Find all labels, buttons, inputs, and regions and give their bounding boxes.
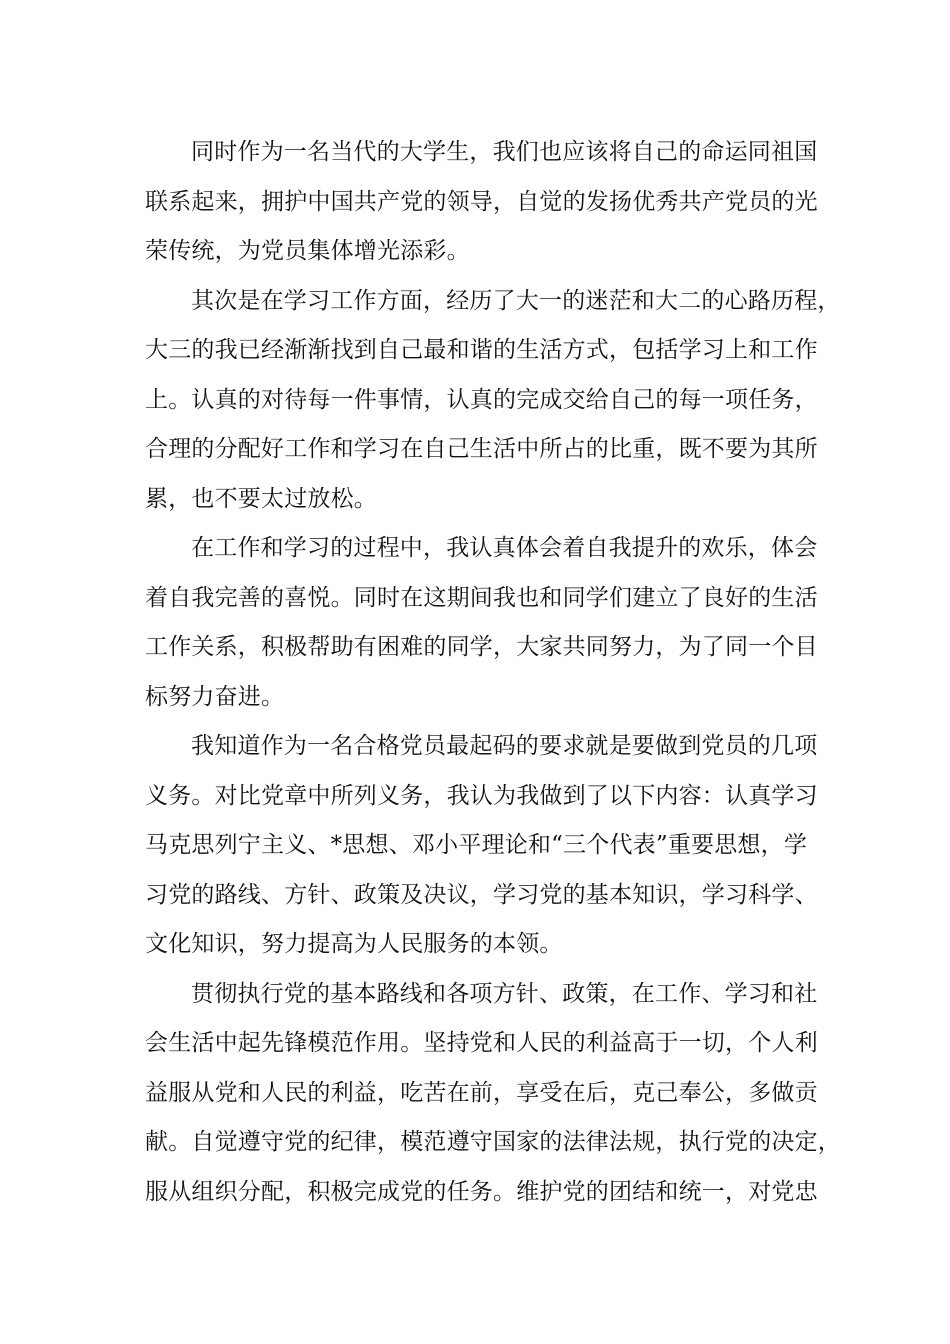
paragraph-2: [145, 277, 841, 525]
paragraph-line: 习党的路线、方针、政策及决议，学习党的基本知识，学习科学、: [145, 881, 818, 908]
paragraph-4: [145, 722, 835, 970]
paragraph-1: [145, 128, 835, 277]
paragraph-line: 益服从党和人民的利益，吃苦在前，享受在后，克己奉公，多做贡: [145, 1079, 818, 1106]
paragraph-line: 我知道作为一名合格党员最起码的要求就是要做到党员的几项: [191, 733, 818, 759]
paragraph-line: 马克思列宁主义、*思想、邓小平理论和“三个代表”重要思想，学: [145, 832, 808, 858]
paragraph-3: [145, 524, 835, 722]
paragraph-line: 同时作为一名当代的大学生，我们也应该将自己的命运同祖国: [191, 139, 818, 165]
paragraph-line: 标努力奋进。: [145, 683, 285, 710]
document-body: [145, 128, 841, 1217]
paragraph-line: 服从组织分配，积极完成党的任务。维护党的团结和统一，对党忠: [145, 1178, 818, 1205]
paragraph-line: 荣传统，为党员集体增光添彩。: [145, 238, 470, 264]
paragraph-line: 累，也不要太过放松。: [145, 485, 377, 512]
paragraph-line: 献。自觉遵守党的纪律，模范遵守国家的法律法规，执行党的决定，: [145, 1129, 841, 1155]
paragraph-line: 在工作和学习的过程中，我认真体会着自我提升的欢乐，体会: [191, 535, 818, 561]
paragraph-line: 文化知识，努力提高为人民服务的本领。: [145, 931, 563, 957]
paragraph-5: [145, 970, 841, 1218]
paragraph-line: 合理的分配好工作和学习在自己生活中所占的比重，既不要为其所: [145, 436, 818, 462]
paragraph-line: 大三的我已经渐渐找到自己最和谐的生活方式，包括学习上和工作: [145, 337, 818, 363]
paragraph-line: 工作关系，积极帮助有困难的同学，大家共同努力，为了同一个目: [145, 634, 818, 660]
paragraph-line: 上。认真的对待每一件事情，认真的完成交给自己的每一项任务，: [145, 386, 818, 413]
paragraph-line: 其次是在学习工作方面，经历了大一的迷茫和大二的心路历程，: [191, 287, 841, 314]
paragraph-line: 会生活中起先锋模范作用。坚持党和人民的利益高于一切，个人利: [145, 1030, 818, 1056]
paragraph-line: 贯彻执行党的基本路线和各项方针、政策，在工作、学习和社: [191, 980, 818, 1007]
paragraph-line: 联系起来，拥护中国共产党的领导，自觉的发扬优秀共产党员的光: [145, 188, 818, 215]
paragraph-line: 义务。对比党章中所列义务，我认为我做到了以下内容：认真学习: [145, 782, 818, 809]
paragraph-line: 着自我完善的喜悦。同时在这期间我也和同学们建立了良好的生活: [145, 584, 818, 611]
